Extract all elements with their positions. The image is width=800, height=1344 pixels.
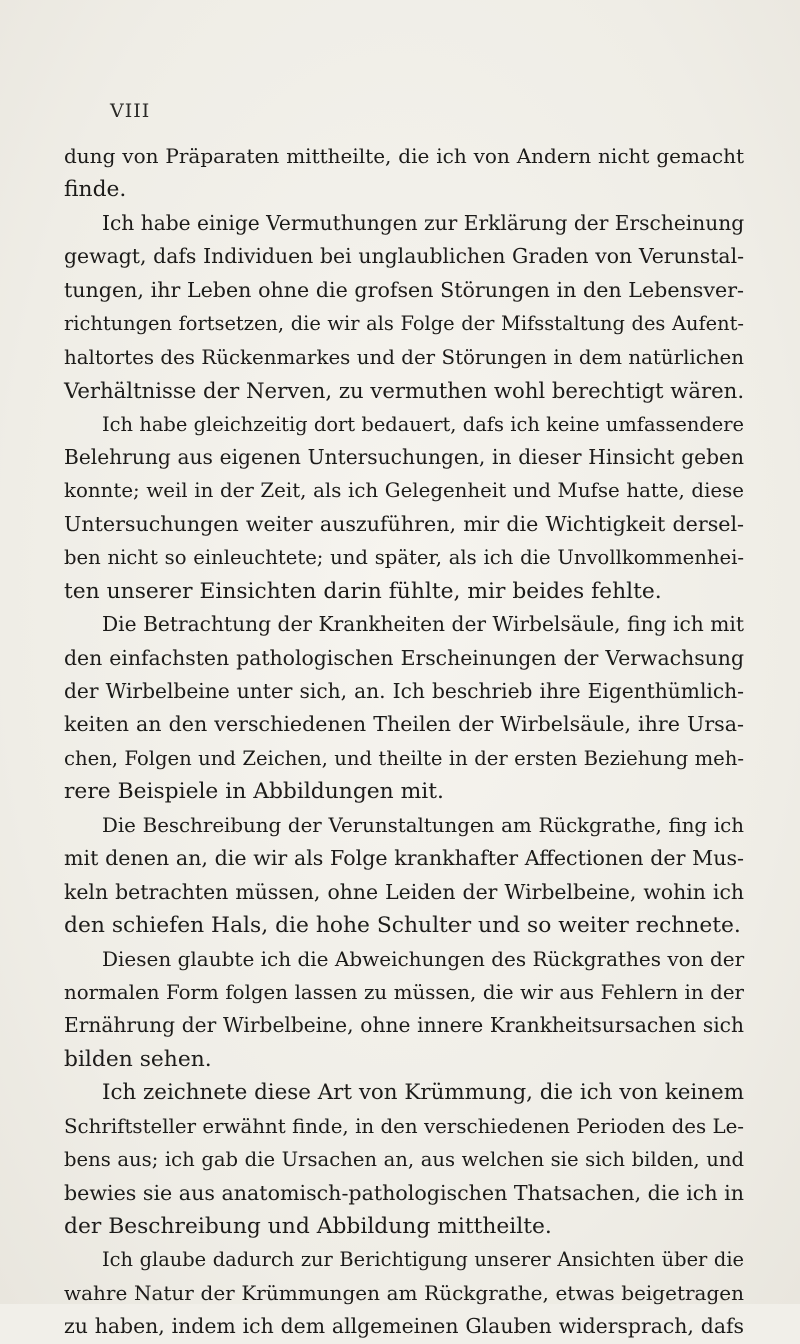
text-line: tungen, ihr Leben ohne die grofsen Störungen in den Lebensver-: [64, 277, 744, 302]
text-line: bilden sehen.: [64, 1046, 212, 1072]
text-line: bens aus; ich gab die Ursachen an, aus welchen sie sich bilden, und: [64, 1148, 744, 1172]
text-line: ten unserer Einsichten darin fühlte, mir beides fehlte.: [64, 578, 662, 604]
text-line: Ernährung der Wirbelbeine, ohne innere Krankheitsursachen sich: [64, 1013, 744, 1038]
text-line: Ich habe einige Vermuthungen zur Erklärung der Erscheinung: [102, 210, 745, 235]
text-line: Ich glaube dadurch zur Berichtigung unserer Ansichten über die: [102, 1248, 744, 1272]
text-line: Verhältnisse der Nerven, zu vermuthen wohl berechtigt wären.: [64, 378, 745, 404]
text-line: Ich habe gleichzeitig dort bedauert, dafs ich keine umfassendere: [102, 412, 744, 436]
text-line: normalen Form folgen lassen zu müssen, die wir aus Fehlern in der: [64, 980, 744, 1004]
text-line: wahre Natur der Krümmungen am Rückgrathe, etwas beigetragen: [64, 1280, 744, 1305]
text-line: konnte; weil in der Zeit, als ich Gelegenheit und Mufse hatte, diese: [64, 479, 744, 503]
text-line: bewies sie aus anatomisch-pathologischen Thatsachen, die ich in: [64, 1180, 744, 1205]
text-line: gewagt, dafs Individuen bei unglaublichen Graden von Verunstal-: [64, 244, 744, 269]
text-line: Ich zeichnete diese Art von Krümmung, die ich von keinem: [102, 1080, 744, 1106]
text-line: finde.: [64, 177, 127, 203]
body-text: [64, 140, 744, 1344]
text-line: Die Betrachtung der Krankheiten der Wirbelsäule, fing ich mit: [102, 612, 744, 637]
text-line: den einfachsten pathologischen Erscheinungen der Verwachsung: [64, 645, 744, 670]
text-line: den schiefen Hals, die hohe Schulter und so weiter rechnete.: [64, 913, 741, 939]
text-line: Die Beschreibung der Verunstaltungen am Rückgrathe, fing ich: [102, 813, 744, 837]
text-line: der Beschreibung und Abbildung mittheilte.: [64, 1214, 552, 1239]
text-line: richtungen fortsetzen, die wir als Folge der Mifsstaltung des Aufent-: [64, 312, 744, 336]
text-line: der Wirbelbeine unter sich, an. Ich beschrieb ihre Eigenthümlich-: [64, 679, 744, 703]
text-line: keiten an den verschiedenen Theilen der Wirbelsäule, ihre Ursa-: [64, 712, 744, 737]
text-line: chen, Folgen und Zeichen, und theilte in der ersten Beziehung meh-: [64, 746, 744, 770]
text-line: Schriftsteller erwähnt finde, in den verschiedenen Perioden des Le-: [64, 1114, 744, 1138]
page-number: VIII: [110, 100, 151, 122]
text-line: mit denen an, die wir als Folge krankhafter Affectionen der Mus-: [64, 846, 744, 871]
text-line: ben nicht so einleuchtete; und später, als ich die Unvollkommenhei-: [64, 546, 744, 570]
text-line: zu haben, indem ich dem allgemeinen Glauben widersprach, dafs: [64, 1314, 744, 1339]
text-line: Diesen glaubte ich die Abweichungen des Rückgrathes von der: [102, 946, 745, 971]
text-line: haltortes des Rückenmarkes und der Störungen in dem natürlichen: [64, 345, 744, 369]
text-line: dung von Präparaten mittheilte, die ich von Andern nicht gemacht: [64, 144, 744, 168]
text-line: Untersuchungen weiter auszuführen, mir die Wichtigkeit dersel-: [64, 511, 744, 536]
text-line: rere Beispiele in Abbildungen mit.: [64, 779, 444, 805]
text-line: Belehrung aus eigenen Untersuchungen, in dieser Hinsicht geben: [64, 444, 744, 469]
text-line: keln betrachten müssen, ohne Leiden der Wirbelbeine, wohin ich: [64, 879, 744, 904]
